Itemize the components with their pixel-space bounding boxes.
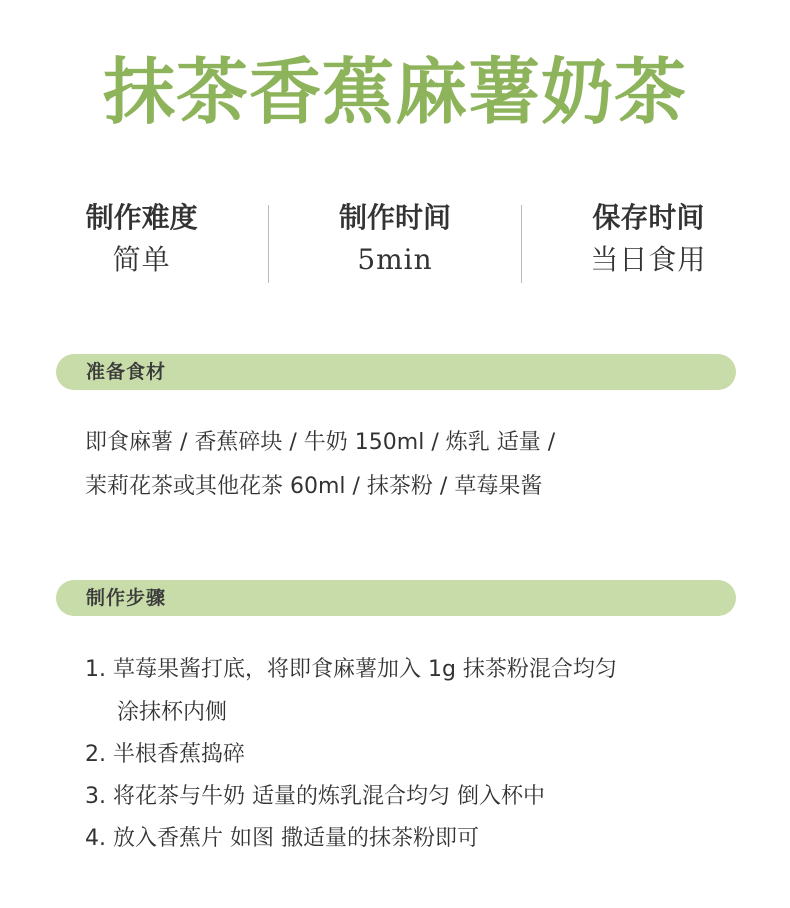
- difficulty-label: 制作难度: [85, 201, 198, 234]
- info-divider-right: [521, 205, 522, 283]
- steps-heading: 制作步骤: [86, 587, 167, 609]
- storage-time-label: 保存时间: [592, 201, 705, 234]
- step-item-1: 1. 草莓果酱打底，将即食麻薯加入 1g 抹茶粉混合均匀: [85, 657, 617, 682]
- storage-time-info: [522, 198, 775, 288]
- step-item-3: 3. 将花茶与牛奶 适量的炼乳混合均匀 倒入杯中: [85, 784, 545, 809]
- difficulty-info: [15, 198, 268, 288]
- step-item-1-continued: 涂抹杯内侧: [117, 700, 228, 725]
- difficulty-value: 简单: [112, 243, 171, 276]
- info-divider-left: [268, 205, 269, 283]
- storage-time-value: 当日食用: [590, 243, 707, 276]
- ingredients-list: [85, 421, 725, 509]
- info-row: [15, 198, 775, 288]
- step-item-4: 4. 放入香蕉片 如图 撒适量的抹茶粉即可: [85, 826, 479, 851]
- ingredients-line: 即食麻薯 / 香蕉碎块 / 牛奶 150ml / 炼乳 适量 /: [85, 430, 556, 455]
- prep-time-info: [268, 198, 521, 288]
- prep-time-label: 制作时间: [338, 201, 451, 234]
- ingredients-line: 茉莉花茶或其他花茶 60ml / 抹茶粉 / 草莓果酱: [85, 474, 543, 499]
- ingredients-section-bar: [56, 354, 736, 390]
- ingredients-heading: 准备食材: [86, 361, 167, 383]
- steps-section-bar: [56, 580, 736, 616]
- prep-time-value: 5min: [357, 243, 433, 276]
- step-item-2: 2. 半根香蕉捣碎: [85, 742, 245, 767]
- page-title: 抹茶香蕉麻薯奶茶: [102, 49, 687, 134]
